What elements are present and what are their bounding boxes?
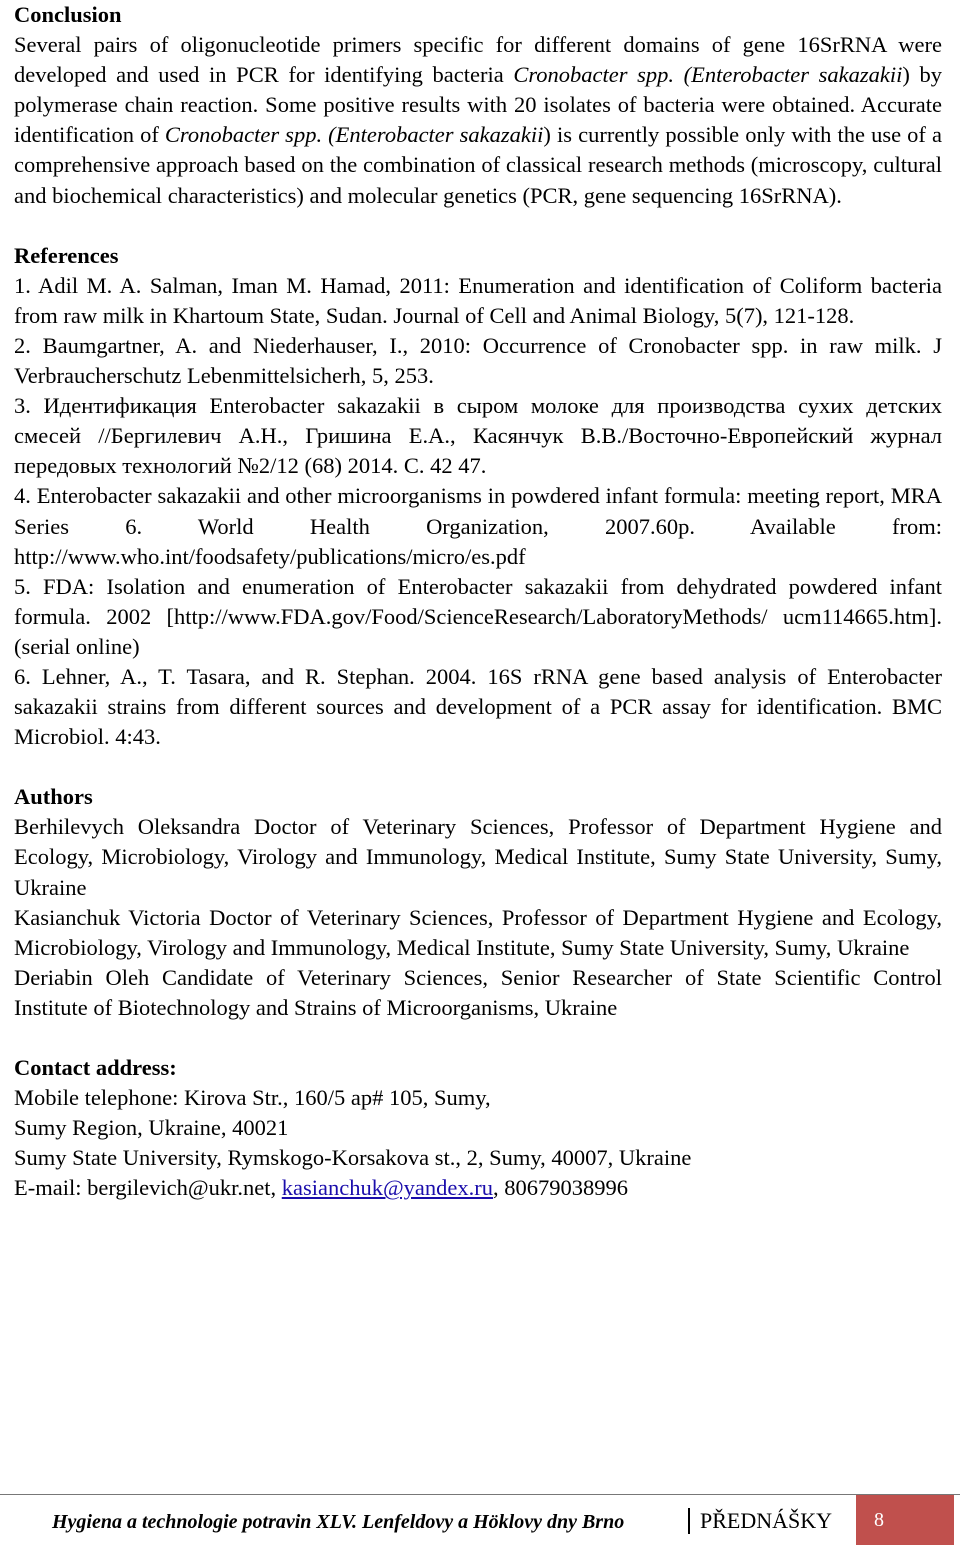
contact-line-2: Sumy Region, Ukraine, 40021 [14, 1115, 289, 1141]
conclusion-paragraph [14, 30, 942, 211]
reference-item: 2. Baumgartner, A. and Niederhauser, I., 2010: Occurrence of Cronobacter spp. in raw milk. J Verbraucherschutz Lebenmittelsicherh, 5, 253. [14, 332, 942, 389]
author-item: Deriabin Oleh Candidate of Veterinary Sciences, Senior Researcher of State Scientific Control Institute of Biotechnology and Strains of Microorganisms, Ukraine [14, 964, 942, 1020]
page-content [14, 0, 942, 1203]
contact-line-1: Mobile telephone: Kirova Str., 160/5 ap# 105, Sumy, [14, 1085, 491, 1111]
reference-item: 4. Enterobacter sakazakii and other microorganisms in powdered infant formula: meeting report, MRA Series 6. World Health Organization, 2007.60p. Available from: http://www.who.int/foodsafety/publications/micro/es.pdf [14, 483, 942, 569]
conclusion-italic-2: Cronobacter spp. (Enterobacter sakazakii [164, 122, 544, 148]
footer-section-label: PŘEDNÁŠKY [700, 1508, 833, 1533]
conclusion-heading: Conclusion [14, 2, 122, 27]
conclusion-text-2: ) by polymerase chain reaction. Some positive results with 20 isolates of bacteria were obtained. Accurate identification of [14, 62, 943, 148]
email-prefix: E-mail: bergilevich@ukr.net, [14, 1175, 282, 1201]
reference-item: 3. Идентификация Enterobacter sakazakii в сыром молоке для производства сухих детских смесей //Бергилевич А.Н., Гришина Е.А., Касянчук В.В./Восточно-Европейский журнал передовых технологий №2/12 (68) 2014. С. 42 47. [14, 393, 942, 479]
authors-heading: Authors [14, 784, 93, 810]
reference-item: 5. FDA: Isolation and enumeration of Enterobacter sakazakii from dehydrated powdered infant formula. 2002 [http://www.FDA.gov/Food/ScienceResearch/LaboratoryMethods/ ucm114665.htm]. (serial online) [14, 573, 942, 659]
reference-item: 6. Lehner, A., T. Tasara, and R. Stephan. 2004. 16S rRNA gene based analysis of Enterobacter sakazakii strains from different sources and development of a PCR assay for identification. BMC Microbiol. 4:43. [14, 663, 942, 750]
contact-email-line [14, 1173, 942, 1203]
page-number: 8 [874, 1509, 884, 1531]
author-item: Berhilevych Oleksandra Doctor of Veterinary Sciences, Professor of Department Hygiene and Ecology, Microbiology, Virology and Immunology, Medical Institute, Sumy State University, Sumy, Ukraine [14, 814, 942, 900]
contact-line-3: Sumy State University, Rymskogo-Korsakova st., 2, Sumy, 40007, Ukraine [14, 1145, 692, 1171]
footer-separator [688, 1508, 690, 1534]
email-link[interactable]: kasianchuk@yandex.ru [281, 1175, 494, 1201]
author-item: Kasianchuk Victoria Doctor of Veterinary Sciences, Professor of Department Hygiene and Ecology, Microbiology, Virology and Immunology, Medical Institute, Sumy State University, Sumy, Ukraine [14, 904, 942, 960]
page-number-badge [856, 1495, 954, 1545]
conclusion-text-1: Several pairs of oligonucleotide primers specific for different domains of gene 16SrRNA were developed and used in PCR for identifying bacteria [14, 32, 942, 88]
email-suffix: , 80679038996 [493, 1175, 629, 1201]
reference-item: 1. Adil M. A. Salman, Iman M. Hamad, 2011: Enumeration and identification of Coliform bacteria from raw milk in Khartoum State, Sudan. Journal of Cell and Animal Biology, 5(7), 121-128. [14, 272, 942, 328]
conclusion-text-3: ) is currently possible only with the use of a comprehensive approach based on the combination of classical research methods (microscopy, cultural and biochemical characteristics) and molecular genetics (PCR, gene sequencing 16SrRNA). [14, 122, 942, 208]
conclusion-italic-1: Cronobacter spp. (Enterobacter sakazakii [513, 62, 903, 88]
footer-title: Hygiena a technologie potravin XLV. Lenfeldovy a Höklovy dny Brno [52, 1511, 625, 1533]
page-footer [0, 1495, 960, 1547]
references-heading: References [14, 242, 119, 268]
contact-heading: Contact address: [14, 1055, 177, 1080]
